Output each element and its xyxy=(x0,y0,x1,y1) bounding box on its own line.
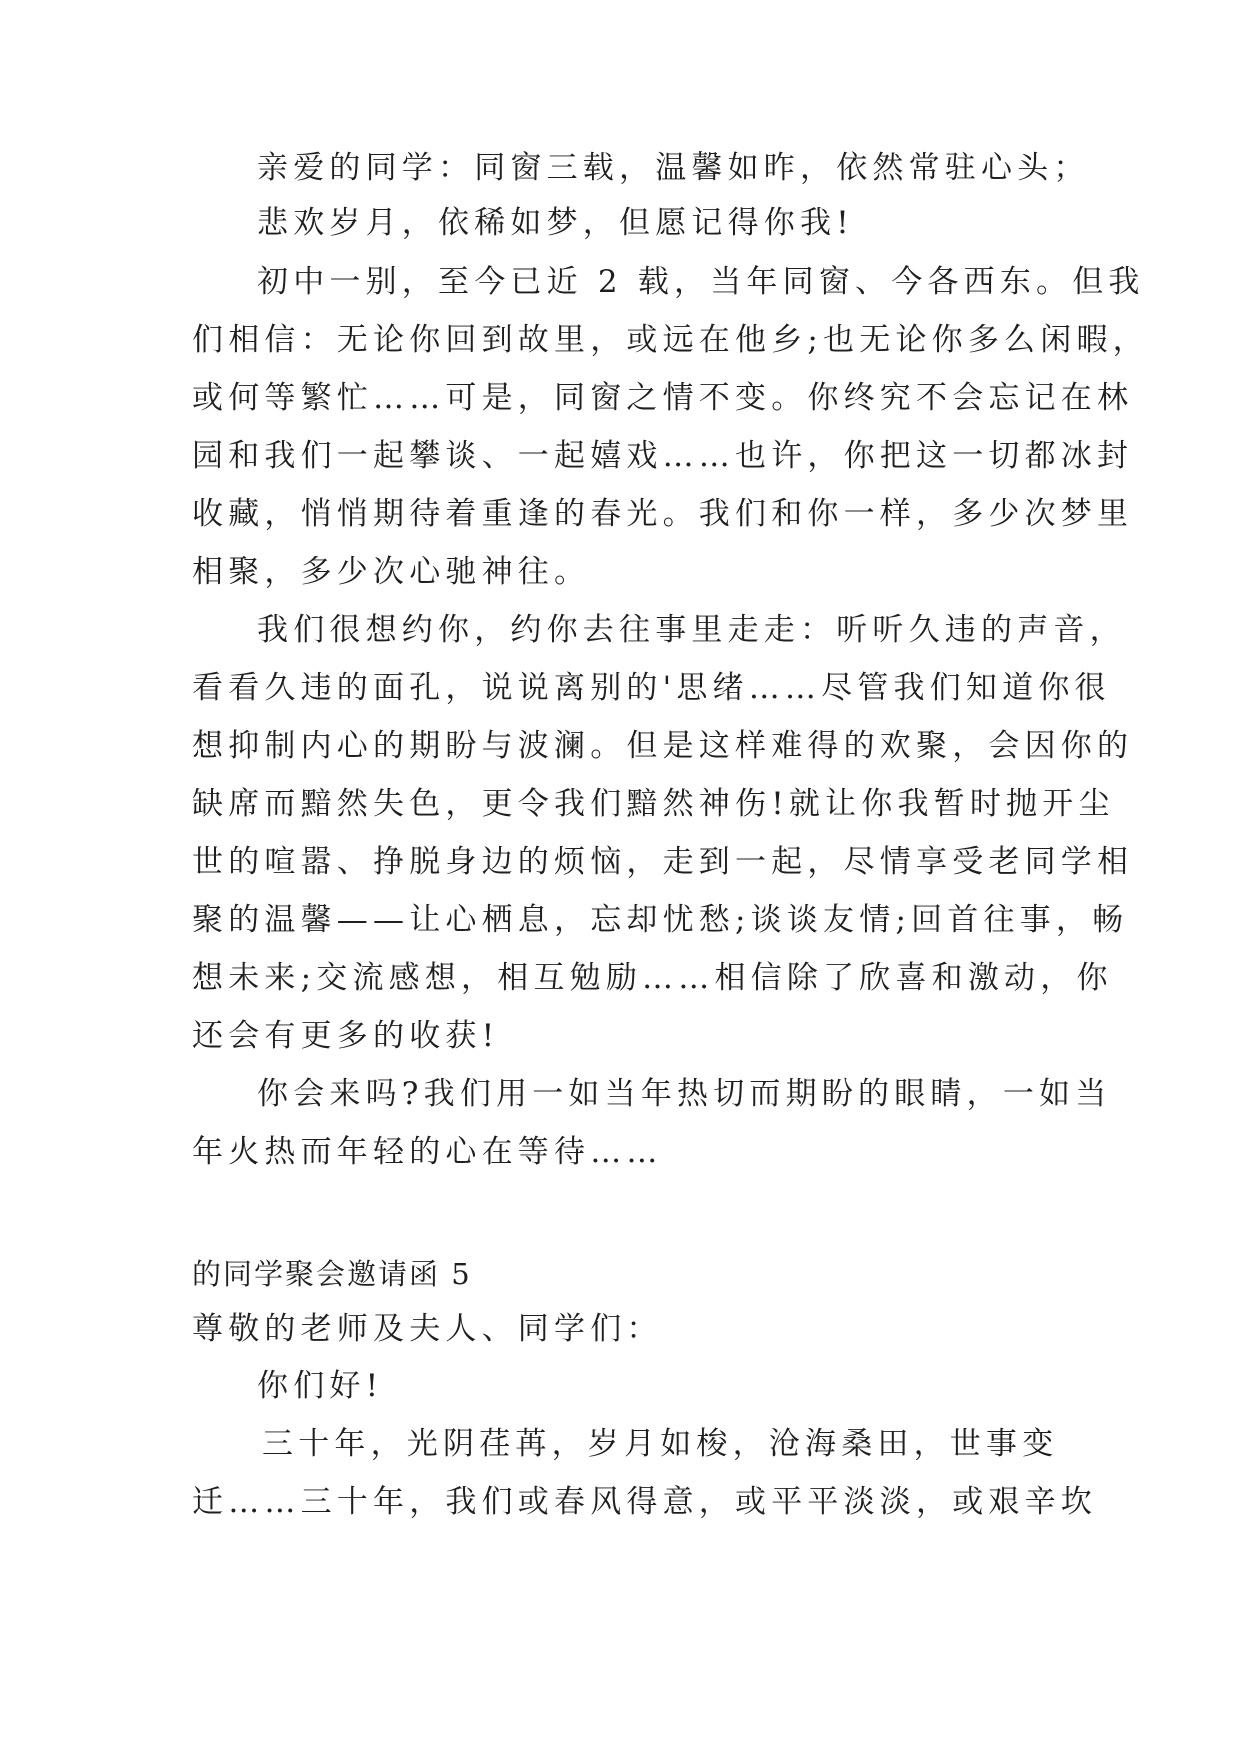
paragraph-line: 或何等繁忙……可是，同窗之情不变。你终究不会忘记在林 xyxy=(192,380,1134,416)
paragraph-line: 世的喧嚣、挣脱身边的烦恼，走到一起，尽情享受老同学相 xyxy=(192,844,1134,880)
paragraph-line: 们相信：无论你回到故里，或远在他乡;也无论你多么闲暇， xyxy=(192,322,1149,358)
paragraph-line: 相聚，多少次心驰神往。 xyxy=(192,554,591,590)
greeting-line-1: 亲爱的同学：同窗三载，温馨如昨，依然常驻心头； xyxy=(257,150,1090,186)
paragraph-line: 年火热而年轻的心在等待…… xyxy=(192,1134,663,1170)
paragraph-line: 收藏，悄悄期待着重逢的春光。我们和你一样，多少次梦里 xyxy=(192,496,1134,532)
paragraph-line: 我们很想约你，约你去往事里走走：听听久违的声音， xyxy=(257,612,1126,648)
salutation: 尊敬的老师及夫人、同学们： xyxy=(192,1311,663,1347)
paragraph-line: 想抑制内心的期盼与波澜。但是这样难得的欢聚，会因你的 xyxy=(192,728,1134,764)
paragraph-line: 你会来吗?我们用一如当年热切而期盼的眼睛，一如当 xyxy=(257,1076,1112,1112)
paragraph-line: 想未来;交流感想，相互勉励……相信除了欣喜和激动，你 xyxy=(192,960,1113,996)
paragraph-line: 园和我们一起攀谈、一起嬉戏……也许，你把这一切都冰封 xyxy=(192,438,1134,474)
paragraph-line: 初中一别，至今已近 2 载，当年同窗、今各西东。但我 xyxy=(257,264,1145,300)
section-title: 的同学聚会邀请函 5 xyxy=(192,1257,472,1291)
paragraph-line: 三十年，光阴荏苒，岁月如梭，沧海桑田，世事变 xyxy=(262,1426,1059,1462)
paragraph-line: 看看久违的面孔，说说离别的'思绪……尽管我们知道你很 xyxy=(192,670,1111,706)
paragraph-line: 迁……三十年，我们或春风得意，或平平淡淡，或艰辛坎 xyxy=(192,1484,1097,1520)
greeting-line-2: 悲欢岁月，依稀如梦，但愿记得你我! xyxy=(257,205,854,241)
paragraph-line: 还会有更多的收获! xyxy=(192,1018,500,1054)
hello-line: 你们好! xyxy=(257,1368,384,1404)
paragraph-line: 聚的温馨——让心栖息，忘却忧愁;谈谈友情;回首往事，畅 xyxy=(192,902,1129,938)
paragraph-line: 缺席而黯然失色，更令我们黯然神伤!就让你我暂时抛开尘 xyxy=(192,786,1115,822)
